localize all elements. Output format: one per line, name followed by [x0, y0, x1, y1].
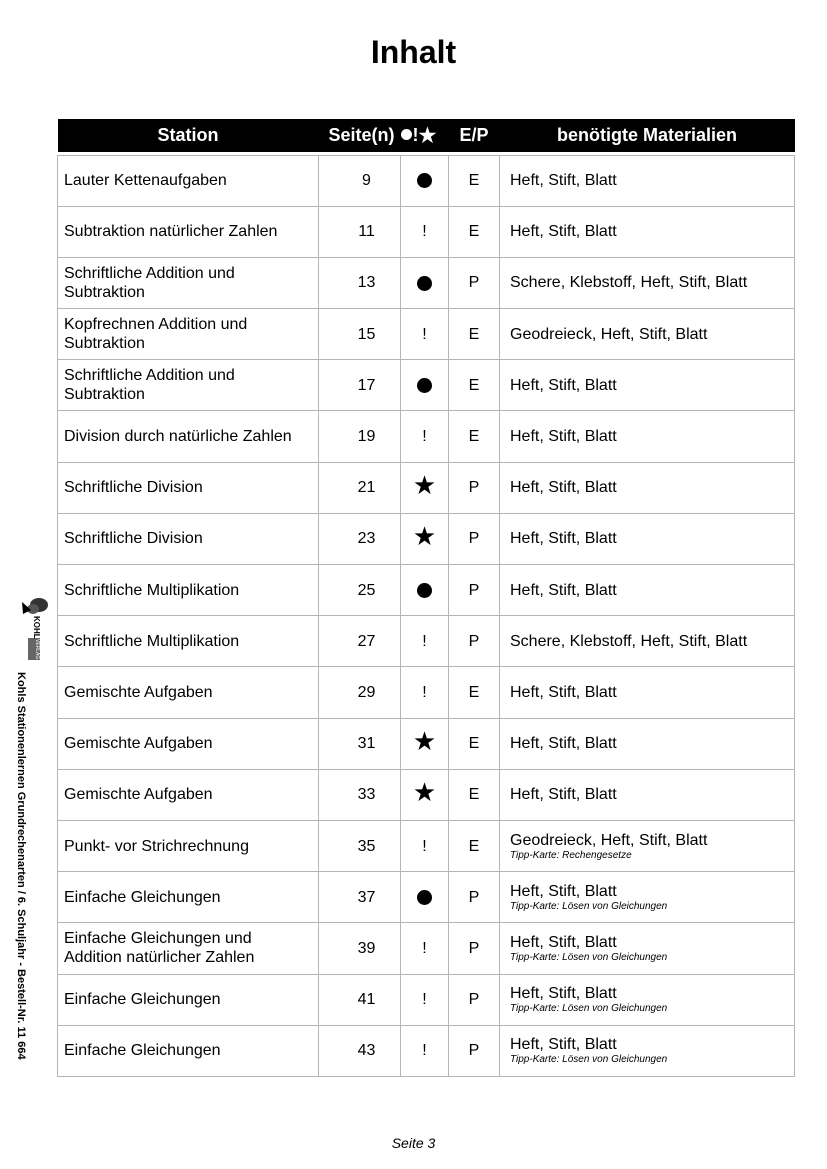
station-cell: Gemischte Aufgaben — [58, 769, 319, 820]
ep-cell: P — [449, 462, 500, 513]
symbol-cell — [401, 872, 449, 923]
station-cell: Punkt- vor Strichrechnung — [58, 820, 319, 871]
ep-cell: E — [449, 667, 500, 718]
ep-cell: E — [449, 155, 500, 206]
page-cell: 39 — [319, 923, 401, 974]
exclamation-label: ! — [422, 991, 427, 1009]
materials-text: Schere, Klebstoff, Heft, Stift, Blatt — [510, 274, 748, 292]
materials-cell — [500, 923, 795, 974]
materials-cell — [500, 718, 795, 769]
symbol-cell — [401, 718, 449, 769]
exclamation-label: ! — [422, 683, 427, 701]
symbol-cell — [401, 565, 449, 616]
circle-icon — [417, 276, 432, 291]
symbol-cell — [401, 309, 449, 360]
symbol-cell — [401, 411, 449, 462]
exclamation-label: ! — [422, 632, 427, 650]
materials-text: Heft, Stift, Blatt — [510, 735, 617, 753]
ep-cell: P — [449, 616, 500, 667]
station-cell: Einfache Gleichungen — [58, 974, 319, 1025]
materials-text: Heft, Stift, Blatt — [510, 479, 617, 497]
materials-text: Heft, Stift, Blatt — [510, 882, 617, 900]
materials-hint: Tipp-Karte: Lösen von Gleichungen — [510, 1003, 668, 1015]
station-cell: Gemischte Aufgaben — [58, 667, 319, 718]
materials-cell — [500, 616, 795, 667]
star-icon: ★ — [412, 470, 437, 501]
materials-text: Heft, Stift, Blatt — [510, 172, 617, 190]
materials-cell — [500, 513, 795, 564]
circle-icon — [417, 583, 432, 598]
materials-hint: Tipp-Karte: Rechengesetze — [510, 849, 632, 861]
ep-cell: P — [449, 1025, 500, 1076]
station-cell: Subtraktion natürlicher Zahlen — [58, 206, 319, 257]
table-row — [58, 923, 795, 974]
ep-cell: P — [449, 872, 500, 923]
table-row — [58, 360, 795, 411]
materials-cell — [500, 667, 795, 718]
materials-hint: Tipp-Karte: Lösen von Gleichungen — [510, 951, 668, 963]
table-row — [58, 565, 795, 616]
table-row — [58, 206, 795, 257]
ep-cell: P — [449, 923, 500, 974]
exclamation-label: ! — [422, 1042, 427, 1060]
symbol-cell — [401, 923, 449, 974]
materials-cell — [500, 462, 795, 513]
header-symbols — [401, 119, 449, 152]
symbol-cell — [401, 974, 449, 1025]
materials-cell — [500, 309, 795, 360]
materials-text: Heft, Stift, Blatt — [510, 223, 617, 241]
circle-icon — [417, 378, 432, 393]
exclamation-label: ! — [422, 939, 427, 957]
series-info: Kohls Stationenlernen Grundrechenarten / 6. Schuljahr - Bestell-Nr. 11 664 — [15, 672, 27, 1060]
star-icon: ★ — [412, 521, 437, 552]
page-cell: 25 — [319, 565, 401, 616]
contents-table — [57, 119, 795, 1077]
materials-text: Geodreieck, Heft, Stift, Blatt — [510, 831, 708, 849]
page-cell: 35 — [319, 820, 401, 871]
page-cell: 43 — [319, 1025, 401, 1076]
ep-cell: E — [449, 360, 500, 411]
table-row — [58, 769, 795, 820]
table-row — [58, 257, 795, 308]
materials-text: Schere, Klebstoff, Heft, Stift, Blatt — [510, 632, 748, 650]
symbol-cell — [401, 206, 449, 257]
table-row — [58, 411, 795, 462]
circle-icon — [417, 173, 432, 188]
symbol-cell — [401, 360, 449, 411]
station-cell: Einfache Gleichungen — [58, 872, 319, 923]
header-page: Seite(n) — [319, 119, 401, 152]
ep-cell: E — [449, 206, 500, 257]
page-cell: 9 — [319, 155, 401, 206]
materials-text: Heft, Stift, Blatt — [510, 683, 617, 701]
page-cell: 11 — [319, 206, 401, 257]
materials-text: Heft, Stift, Blatt — [510, 581, 617, 599]
station-cell: Einfache Gleichungen — [58, 1025, 319, 1076]
materials-cell — [500, 872, 795, 923]
star-icon: ★ — [412, 777, 437, 808]
ep-cell: P — [449, 257, 500, 308]
ep-cell: P — [449, 513, 500, 564]
circle-icon — [417, 890, 432, 905]
page-cell: 33 — [319, 769, 401, 820]
table-row — [58, 155, 795, 206]
ep-cell: E — [449, 718, 500, 769]
symbol-cell — [401, 513, 449, 564]
page-cell: 15 — [319, 309, 401, 360]
page-title: Inhalt — [370, 34, 457, 70]
page-cell: 29 — [319, 667, 401, 718]
exclamation-label: ! — [422, 837, 427, 855]
ep-cell: P — [449, 974, 500, 1025]
materials-text: Heft, Stift, Blatt — [510, 985, 617, 1003]
table-row — [58, 974, 795, 1025]
symbol-cell — [401, 769, 449, 820]
symbol-cell — [401, 616, 449, 667]
ep-cell: E — [449, 820, 500, 871]
materials-cell — [500, 820, 795, 871]
ep-cell: E — [449, 769, 500, 820]
station-cell: Schriftliche Addition und Subtraktion — [58, 257, 319, 308]
station-cell: Schriftliche Addition und Subtraktion — [58, 360, 319, 411]
materials-cell — [500, 974, 795, 1025]
station-cell: Schriftliche Division — [58, 513, 319, 564]
page-cell: 31 — [319, 718, 401, 769]
page-number: Seite 3 — [391, 1135, 436, 1151]
table-row — [58, 667, 795, 718]
materials-cell — [500, 411, 795, 462]
symbol-cell — [401, 257, 449, 308]
header-station: Station — [58, 119, 319, 152]
page-cell: 41 — [319, 974, 401, 1025]
table-row — [58, 462, 795, 513]
materials-cell — [500, 360, 795, 411]
publisher-name: KOHL — [32, 616, 41, 639]
table-row — [58, 820, 795, 871]
materials-text: Heft, Stift, Blatt — [510, 933, 617, 951]
page-cell: 23 — [319, 513, 401, 564]
materials-text: Heft, Stift, Blatt — [510, 1036, 617, 1054]
symbol-cell — [401, 820, 449, 871]
table-row — [58, 1025, 795, 1076]
page-cell: 27 — [319, 616, 401, 667]
materials-hint: Tipp-Karte: Lösen von Gleichungen — [510, 1054, 668, 1066]
materials-cell — [500, 565, 795, 616]
materials-hint: Tipp-Karte: Lösen von Gleichungen — [510, 900, 668, 912]
star-icon: ★ — [412, 726, 437, 757]
ep-cell: E — [449, 309, 500, 360]
star-icon: ★ — [418, 125, 437, 147]
page-cell: 21 — [319, 462, 401, 513]
page-cell: 13 — [319, 257, 401, 308]
materials-text: Heft, Stift, Blatt — [510, 786, 617, 804]
station-cell: Schriftliche Division — [58, 462, 319, 513]
materials-text: Geodreieck, Heft, Stift, Blatt — [510, 325, 708, 343]
station-cell: Einfache Gleichungen und Addition natürlicher Zahlen — [58, 923, 319, 974]
table-row — [58, 309, 795, 360]
exclamation-label: ! — [422, 223, 427, 241]
header-ep: E/P — [449, 119, 500, 152]
symbol-cell — [401, 1025, 449, 1076]
materials-text: Heft, Stift, Blatt — [510, 428, 617, 446]
station-cell: Schriftliche Multiplikation — [58, 565, 319, 616]
table-body — [58, 155, 795, 1076]
table-header-row — [58, 119, 795, 152]
exclamation-label: ! — [422, 428, 427, 446]
table-row — [58, 872, 795, 923]
materials-cell — [500, 257, 795, 308]
station-cell: Kopfrechnen Addition und Subtraktion — [58, 309, 319, 360]
materials-text: Heft, Stift, Blatt — [510, 530, 617, 548]
station-cell: Schriftliche Multiplikation — [58, 616, 319, 667]
header-materials: benötigte Materialien — [500, 119, 795, 152]
page-cell: 37 — [319, 872, 401, 923]
materials-cell — [500, 206, 795, 257]
materials-cell — [500, 155, 795, 206]
exclamation-label: ! — [422, 325, 427, 343]
ep-cell: P — [449, 565, 500, 616]
symbol-cell — [401, 462, 449, 513]
publisher-sub: VERLAG — [34, 639, 40, 660]
table-row — [58, 513, 795, 564]
symbol-cell — [401, 155, 449, 206]
exclamation-label: ! — [412, 125, 419, 145]
table-row — [58, 718, 795, 769]
station-cell: Division durch natürliche Zahlen — [58, 411, 319, 462]
page-cell: 19 — [319, 411, 401, 462]
table-row — [58, 616, 795, 667]
station-cell: Gemischte Aufgaben — [58, 718, 319, 769]
station-cell: Lauter Kettenaufgaben — [58, 155, 319, 206]
symbol-cell — [401, 667, 449, 718]
page-cell: 17 — [319, 360, 401, 411]
materials-cell — [500, 769, 795, 820]
materials-cell — [500, 1025, 795, 1076]
circle-icon — [401, 129, 412, 140]
materials-text: Heft, Stift, Blatt — [510, 376, 617, 394]
ep-cell: E — [449, 411, 500, 462]
